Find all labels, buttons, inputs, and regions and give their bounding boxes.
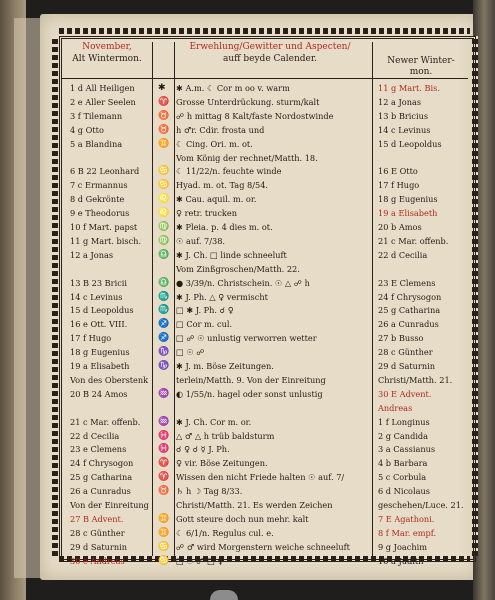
zodiac-sign-icon: ♌ — [158, 194, 170, 205]
zodiac-sign-icon: ♎ — [158, 249, 170, 260]
new-calendar-day: 30 E Advent. — [378, 388, 432, 399]
aspect-note: □ ☍ ☉ unlustig verworren wetter — [176, 333, 317, 344]
aspect-note: ✱ Cau. aquil. m. or. — [176, 194, 257, 205]
old-calendar-day: Von der Einreitung — [70, 500, 149, 510]
calendar-row — [0, 124, 495, 136]
old-calendar-day: 9 e Theodorus — [70, 208, 130, 219]
calendar-row — [0, 416, 495, 428]
calendar-row — [0, 249, 495, 261]
aspect-note: ☌ ♀ ☌ ☿ J. Ph. — [176, 444, 230, 455]
zodiac-sign-icon: ✱ — [158, 83, 166, 93]
calendar-row — [0, 96, 495, 108]
new-calendar-day: 12 a Jonas — [378, 96, 422, 107]
aspect-note: △ ♂ △ h trüb baldsturm — [176, 430, 275, 441]
new-calendar-day: geschehen/Luce. 21. — [378, 500, 464, 510]
calendar-row — [0, 471, 495, 483]
old-calendar-day: 4 g Otto — [70, 124, 104, 135]
aspect-note: Vom Zinßgroschen/Matth. 22. — [176, 263, 300, 274]
aspects-title: Erwehlung/Gewitter und Aspecten/ — [189, 42, 351, 52]
aspect-note: ✱ J. Ch. □ linde schneeluft — [176, 249, 287, 260]
old-calendar-day: 5 a Blandina — [70, 138, 123, 149]
old-calendar-day: 17 f Hugo — [70, 333, 112, 344]
aspect-note: ☍ h mittag 8 Kalt/faste Nordostwinde — [176, 110, 334, 121]
new-calendar-day: 8 f Mar. empf. — [378, 527, 437, 538]
zodiac-sign-icon: ♈ — [158, 458, 170, 469]
old-calendar-title: November, — [82, 42, 132, 52]
aspect-note: ♄ h ☽ Tag 8/33. — [176, 486, 243, 497]
new-calendar-day: 20 b Amos — [378, 222, 422, 232]
zodiac-sign-icon: ♋ — [158, 166, 170, 177]
calendar-row — [0, 165, 495, 177]
new-calendar-day: 16 E Otto — [378, 166, 418, 177]
top-ornament-border — [59, 28, 470, 34]
old-calendar-day: 28 c Günther — [70, 527, 125, 538]
calendar-row — [0, 360, 495, 372]
old-calendar-day: 8 d Gekrönte — [70, 194, 125, 205]
old-calendar-day: 21 c Mar. offenb. — [70, 416, 141, 427]
calendar-row — [0, 138, 495, 150]
old-calendar-day: 22 d Cecilia — [70, 430, 120, 441]
calendar-row — [0, 179, 495, 191]
old-calendar-day: 23 e Clemens — [70, 444, 127, 455]
old-calendar-day: 29 d Saturnin — [70, 541, 127, 552]
new-calendar-day: 11 g Mart. Bis. — [378, 83, 440, 93]
old-calendar-day: 19 a Elisabeth — [70, 361, 130, 371]
zodiac-sign-icon: ♓ — [158, 430, 170, 441]
calendar-row — [0, 304, 495, 316]
aspect-note: ✱ J. Ch. Cor m. or. — [176, 416, 252, 427]
calendar-row — [0, 263, 495, 275]
aspect-note: Vom König der rechnet/Matth. 18. — [176, 152, 318, 163]
aspect-note: ☍ ♂ wird Morgenstern weiche schneeluft — [176, 541, 350, 552]
zodiac-sign-icon: ♋ — [158, 180, 170, 191]
old-calendar-day: Von des Oberstenk — [70, 374, 149, 385]
calendar-row — [0, 291, 495, 303]
old-calendar-day: 26 a Cunradus — [70, 486, 131, 497]
new-calendar-day: 10 a Judith — [378, 555, 424, 566]
zodiac-sign-icon: ♎ — [158, 277, 170, 288]
old-calendar-day: 30 e Andreas — [70, 555, 125, 566]
new-calendar-day: 18 g Eugenius — [378, 194, 438, 205]
old-calendar-day: 24 f Chrysogon — [70, 458, 134, 469]
calendar-row — [0, 235, 495, 247]
calendar-row — [0, 221, 495, 233]
aspect-note: ☾ 6/1/n. Regulus cul. e. — [176, 527, 274, 538]
zodiac-sign-icon: ♊ — [158, 513, 170, 524]
old-calendar-day: 15 d Leopoldus — [70, 305, 134, 316]
old-calendar-day: 13 B 23 Bricii — [70, 277, 128, 288]
aspect-note: ✱ J. m. Böse Zeitungen. — [176, 361, 274, 371]
aspect-note: terlein/Matth. 9. Von der Einreitung — [176, 374, 326, 385]
zodiac-sign-icon: ♍ — [158, 235, 170, 246]
new-calendar-day: 19 a Elisabeth — [378, 208, 438, 219]
new-calendar-day: Andreas — [378, 402, 413, 413]
calendar-row — [0, 193, 495, 205]
calendar-row — [0, 485, 495, 497]
aspect-note: ✱ A.m. ☾ Cor m oo v. warm — [176, 83, 290, 93]
aspect-note: □ ☉ ☍ □ ♀ — [176, 555, 224, 566]
new-calendar-day: 27 b Busso — [378, 333, 424, 344]
aspect-note: ☾ 11/22/n. feuchte winde — [176, 166, 282, 177]
zodiac-sign-icon: ♐ — [158, 333, 170, 344]
zodiac-sign-icon: ♊ — [158, 138, 170, 149]
zodiac-sign-icon: ♏ — [158, 291, 170, 302]
calendar-row — [0, 555, 495, 567]
old-calendar-day: 14 c Levinus — [70, 291, 123, 302]
zodiac-sign-icon: ♑ — [158, 361, 170, 371]
aspect-note: ♀ retr. trucken — [176, 208, 237, 219]
calendar-row — [0, 332, 495, 344]
calendar-row — [0, 541, 495, 553]
old-calendar-day: 3 f Tilemann — [70, 110, 123, 121]
new-calendar-day: 26 a Cunradus — [378, 319, 439, 330]
zodiac-sign-icon: ♉ — [158, 124, 170, 135]
aspect-note: ✱ J. Ph. △ ♀ vermischt — [176, 291, 268, 302]
new-calendar-day: 24 f Chrysogon — [378, 291, 442, 302]
old-calendar-day: 2 e Aller Seelen — [70, 96, 136, 107]
new-calendar-day: 28 c Günther — [378, 347, 433, 358]
zodiac-sign-icon: ♊ — [158, 527, 170, 538]
old-calendar-day: 11 g Mart. bisch. — [70, 235, 142, 246]
aspect-note: Grosse Unterdrückung. sturm/kalt — [176, 96, 320, 107]
aspect-note: ✱ Pleia. p. 4 dies m. ot. — [176, 222, 273, 232]
aspect-note: □ ✱ J. Ph. ☌ ♀ — [176, 305, 234, 316]
aspect-note: ♀ vir. Böse Zeitungen. — [176, 458, 268, 469]
calendar-row — [0, 388, 495, 400]
calendar-row — [0, 152, 495, 164]
aspect-note: Gott steure doch nun mehr. kalt — [176, 513, 309, 524]
aspect-note: □ Cor m. cul. — [176, 319, 233, 330]
aspect-note: h ♂r. Cdir. frosta und — [176, 124, 265, 135]
calendar-row — [0, 430, 495, 442]
aspect-note: ◐ 1/55/n. hagel oder sonst unlustig — [176, 388, 323, 399]
zodiac-sign-icon: ♈ — [158, 96, 170, 107]
calendar-row — [0, 110, 495, 122]
aspect-note: ☾ Cing. Ori. m. ot. — [176, 138, 253, 149]
aspect-note: Wissen den nicht Friede halten ☉ auf. 7/ — [176, 472, 345, 483]
header-divider — [62, 78, 468, 79]
calendar-row — [0, 346, 495, 358]
page-clip — [210, 590, 238, 600]
zodiac-sign-icon: ♒ — [158, 416, 170, 427]
zodiac-sign-icon: ♏ — [158, 305, 170, 316]
old-calendar-day: 27 B Advent. — [70, 513, 124, 524]
aspect-note: □ ☉ ☍ — [176, 347, 205, 358]
old-calendar-day: 1 d All Heiligen — [70, 83, 135, 93]
zodiac-sign-icon: ♉ — [158, 486, 170, 497]
calendar-row — [0, 499, 495, 511]
old-calendar-day: 20 B 24 Amos — [70, 388, 128, 399]
zodiac-sign-icon: ♑ — [158, 347, 170, 358]
new-calendar-day: 14 c Levinus — [378, 124, 431, 135]
zodiac-sign-icon: ♌ — [158, 208, 170, 219]
new-calendar-day: 13 b Bricius — [378, 110, 429, 121]
zodiac-sign-icon: ♍ — [158, 222, 170, 232]
new-calendar-day: 5 c Corbula — [378, 472, 427, 483]
old-calendar-day: 18 g Eugenius — [70, 347, 130, 358]
calendar-row — [0, 527, 495, 539]
zodiac-sign-icon: ♒ — [158, 388, 170, 399]
old-calendar-day: 6 B 22 Leonhard — [70, 166, 140, 177]
old-calendar-day: 25 g Catharina — [70, 472, 133, 483]
zodiac-sign-icon: ♉ — [158, 110, 170, 121]
aspects-subtitle: auff beyde Calender. — [222, 54, 318, 64]
new-calendar-day: 22 d Cecilia — [378, 249, 428, 260]
new-calendar-day: 9 g Joachim — [378, 541, 427, 552]
new-calendar-day: 4 b Barbara — [378, 458, 428, 469]
new-calendar-day: Christi/Matth. 21. — [378, 374, 453, 385]
calendar-row — [0, 82, 495, 94]
calendar-row — [0, 374, 495, 386]
zodiac-sign-icon: ♈ — [158, 472, 170, 483]
aspect-note: ● 3/39/n. Christschein. ☉ △ ☍ h — [176, 277, 310, 288]
old-calendar-subtitle: Alt Wintermon. — [72, 54, 142, 64]
calendar-row — [0, 318, 495, 330]
new-calendar-title: Newer Winter- — [387, 56, 455, 66]
old-calendar-day: 7 c Ermannus — [70, 180, 128, 191]
aspect-note: Hyad. m. ot. Tag 8/54. — [176, 180, 269, 191]
new-calendar-day: 23 E Clemens — [378, 277, 436, 288]
calendar-row — [0, 443, 495, 455]
calendar-row — [0, 457, 495, 469]
old-calendar-day: 16 e Ott. VIII. — [70, 319, 128, 330]
new-calendar-day: 25 g Catharina — [378, 305, 441, 316]
calendar-row — [0, 277, 495, 289]
calendar-row — [0, 207, 495, 219]
new-calendar-day: 17 f Hugo — [378, 180, 420, 191]
calendar-row — [0, 513, 495, 525]
new-calendar-day: 7 E Agathoni. — [378, 513, 435, 524]
new-calendar-day: 6 d Nicolaus — [378, 486, 430, 497]
aspect-note: Christi/Matth. 21. Es werden Zeichen — [176, 500, 333, 510]
aspect-note: ☉ auf. 7/38. — [176, 235, 226, 246]
new-calendar-day: 29 d Saturnin — [378, 361, 435, 371]
new-calendar-day: 21 c Mar. offenb. — [378, 235, 449, 246]
old-calendar-day: 12 a Jonas — [70, 249, 114, 260]
new-calendar-day: 3 a Cassianus — [378, 444, 436, 455]
old-calendar-day: 10 f Mart. papst — [70, 222, 138, 232]
zodiac-sign-icon: ♓ — [158, 444, 170, 455]
new-calendar-day: 1 f Longinus — [378, 416, 430, 427]
zodiac-sign-icon: ♐ — [158, 319, 170, 330]
zodiac-sign-icon: ♋ — [158, 555, 170, 566]
new-calendar-subtitle: mon. — [409, 67, 433, 77]
calendar-row — [0, 402, 495, 414]
zodiac-sign-icon: ♋ — [158, 541, 170, 552]
new-calendar-day: 15 d Leopoldus — [378, 138, 442, 149]
new-calendar-day: 2 g Candida — [378, 430, 429, 441]
